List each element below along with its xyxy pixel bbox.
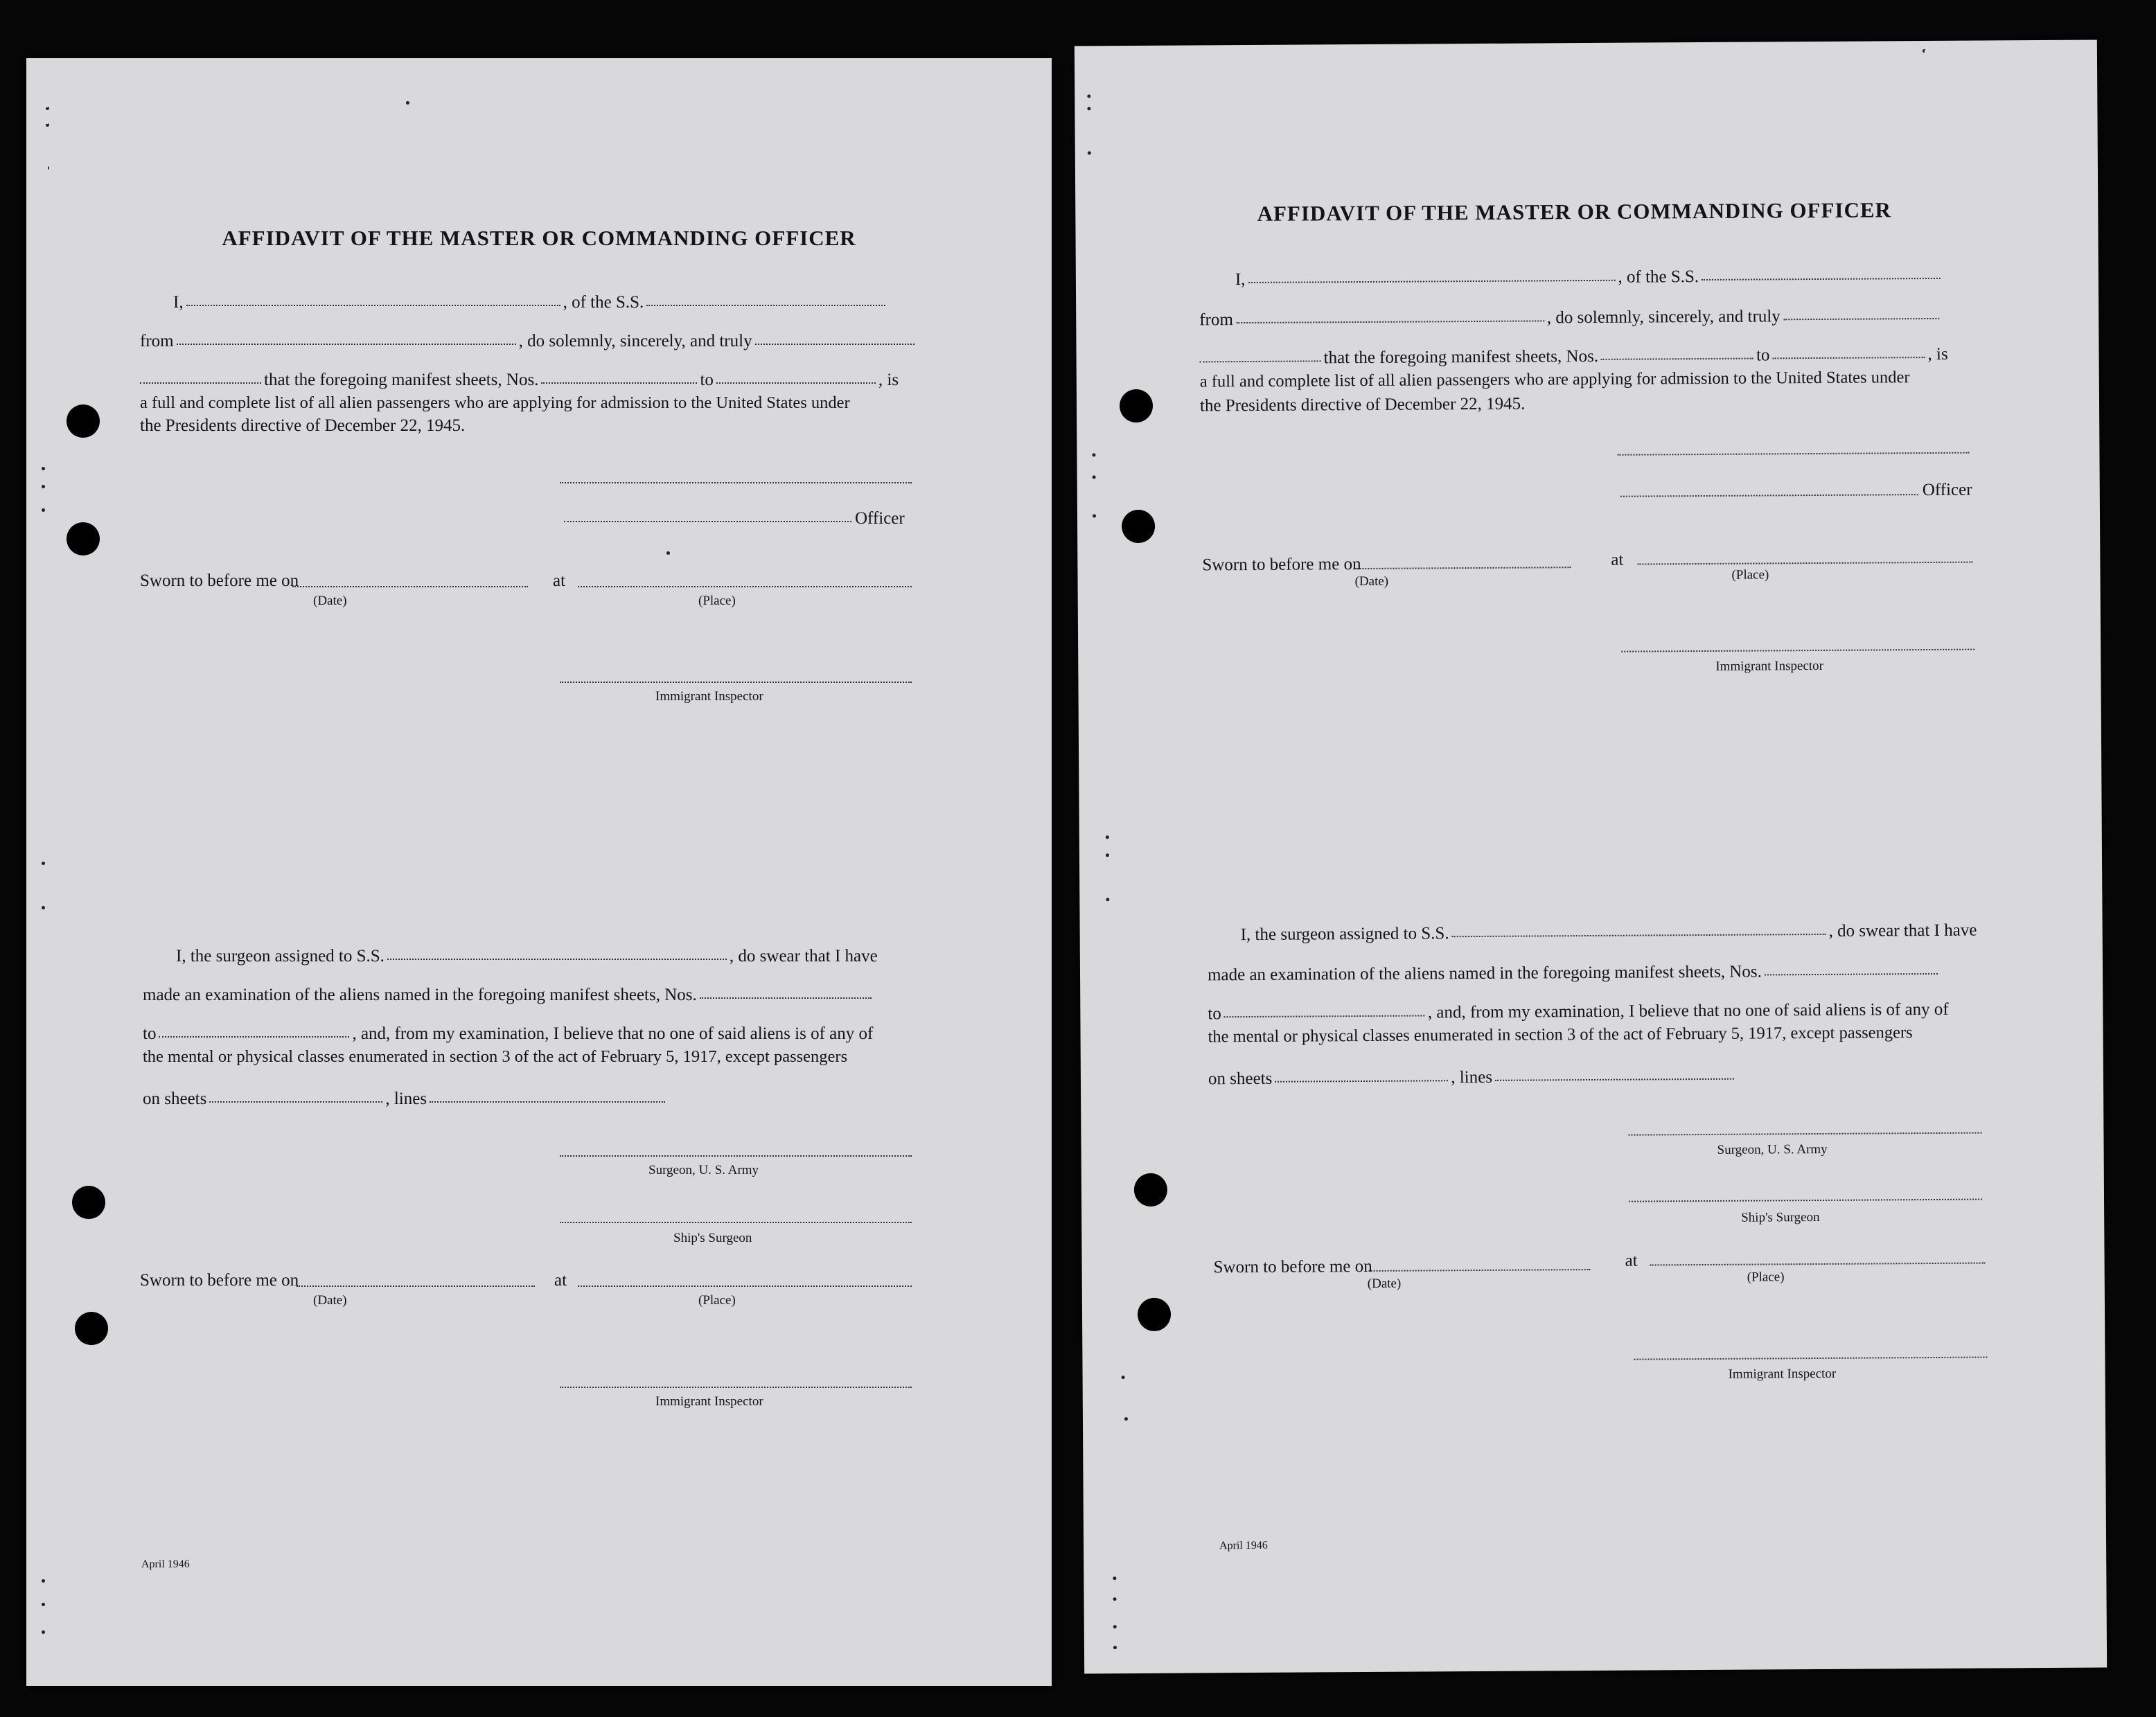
surgeon-sheets-to-blank[interactable] xyxy=(159,1036,349,1038)
speck xyxy=(666,551,670,555)
text-surgeon-assigned: I, the surgeon assigned to S.S. xyxy=(1240,924,1449,945)
surgeon-line-3 xyxy=(1208,1001,1948,1023)
text-lines: , lines xyxy=(1451,1067,1493,1087)
master-signature-line[interactable] xyxy=(560,482,912,483)
text-manifest-sheets: that the foregoing manifest sheets, Nos. xyxy=(1323,346,1599,368)
text-solemnly: , do solemnly, sincerely, and truly xyxy=(1546,307,1781,328)
affidavit-title: AFFIDAVIT OF THE MASTER OR COMMANDING OFFICER xyxy=(222,226,856,250)
surgeon-inspector-caption: Immigrant Inspector xyxy=(1728,1366,1837,1382)
army-surgeon-signature-line[interactable] xyxy=(560,1155,912,1157)
scan-artifact xyxy=(44,121,48,124)
surgeon-sworn-place-blank[interactable] xyxy=(1650,1263,1986,1266)
text-of-ss: , of the S.S. xyxy=(1618,267,1699,287)
text-from-examination: , and, from my examination, I believe that no one of said aliens is of any of xyxy=(352,1024,874,1043)
text-from: from xyxy=(1199,310,1233,330)
affirm-blank[interactable] xyxy=(140,382,261,384)
form-date-footer: April 1946 xyxy=(1219,1539,1268,1552)
inspector-caption: Immigrant Inspector xyxy=(655,689,763,704)
punch-hole xyxy=(1120,389,1153,422)
surgeon-sworn-date-blank[interactable] xyxy=(297,1285,535,1287)
speck xyxy=(1113,1646,1117,1649)
text-to: to xyxy=(700,371,714,389)
punch-hole xyxy=(67,522,100,555)
affirm-blank[interactable] xyxy=(1200,360,1321,362)
surgeon-sheets-from-blank[interactable] xyxy=(1765,973,1938,976)
sheets-from-blank[interactable] xyxy=(541,382,697,384)
surgeon-date-caption: (Date) xyxy=(1367,1276,1402,1291)
oath-blank[interactable] xyxy=(755,344,914,345)
inspector-signature-line[interactable] xyxy=(1621,649,1974,652)
surgeon-inspector-signature-line[interactable] xyxy=(1634,1357,1987,1360)
sheets-from-blank[interactable] xyxy=(1601,358,1753,360)
master-line-5: the Presidents directive of December 22, 1945. xyxy=(1199,394,1526,416)
speck xyxy=(1113,1625,1117,1628)
ships-surgeon-signature-line[interactable] xyxy=(560,1222,912,1223)
speck xyxy=(1087,94,1090,98)
surgeon-sheets-to-blank[interactable] xyxy=(1224,1015,1425,1017)
exception-sheets-blank[interactable] xyxy=(1275,1080,1448,1083)
sworn-date-blank[interactable] xyxy=(1354,567,1571,569)
scan-artifact xyxy=(1925,50,1928,53)
speck xyxy=(1113,1597,1117,1601)
speck xyxy=(1106,898,1109,901)
surgeon-line-4: the mental or physical classes enumerated in section 3 of the act of February 5, 1917, except passengers xyxy=(143,1047,848,1066)
master-line-1 xyxy=(1235,267,1943,288)
army-surgeon-signature-line[interactable] xyxy=(1628,1132,1981,1136)
speck xyxy=(1106,835,1109,839)
surgeon-line-1 xyxy=(176,948,878,965)
date-caption: (Date) xyxy=(1354,573,1389,589)
officer-label: Officer xyxy=(855,509,905,528)
oath-blank[interactable] xyxy=(1783,318,1939,320)
speck xyxy=(42,508,45,512)
text-i: I, xyxy=(1235,270,1246,290)
form-date-footer: April 1946 xyxy=(141,1558,190,1570)
sworn-label: Sworn to before me on xyxy=(140,571,299,590)
surgeon-line-2 xyxy=(143,986,874,1004)
officer-label: Officer xyxy=(1922,480,1972,500)
surgeon-sworn-place-blank[interactable] xyxy=(578,1285,912,1287)
port-blank[interactable] xyxy=(177,344,516,345)
affidavit-title: AFFIDAVIT OF THE MASTER OR COMMANDING OFFICER xyxy=(1257,197,1892,226)
punch-hole xyxy=(1122,510,1155,543)
master-line-3 xyxy=(1200,346,1948,368)
sworn-place-blank[interactable] xyxy=(1637,562,1972,565)
speck xyxy=(1093,514,1096,517)
master-line-1 xyxy=(173,294,888,311)
speck xyxy=(42,467,45,470)
surgeon-line-2 xyxy=(1208,962,1941,984)
punch-hole xyxy=(72,1186,105,1219)
speck xyxy=(1093,475,1096,479)
surgeon-inspector-caption: Immigrant Inspector xyxy=(655,1394,763,1409)
surgeon-at-label: at xyxy=(554,1271,567,1290)
form-page-left xyxy=(26,58,1052,1686)
ships-surgeon-caption: Ship's Surgeon xyxy=(1741,1209,1820,1225)
surgeon-ship-blank[interactable] xyxy=(1452,934,1826,937)
speck xyxy=(1087,107,1090,110)
text-on-sheets: on sheets xyxy=(143,1089,207,1108)
surgeon-sworn-label: Sworn to before me on xyxy=(1213,1256,1372,1277)
ship-blank[interactable] xyxy=(646,305,885,306)
text-from-examination: , and, from my examination, I believe that no one of said aliens is of any of xyxy=(1427,999,1949,1022)
surgeon-line-5 xyxy=(1208,1067,1737,1088)
text-is: , is xyxy=(878,371,899,389)
speck xyxy=(42,906,45,909)
text-to: to xyxy=(143,1024,157,1043)
army-surgeon-caption: Surgeon, U. S. Army xyxy=(1717,1141,1828,1157)
surgeon-place-caption: (Place) xyxy=(1747,1270,1785,1285)
speck xyxy=(1106,853,1109,857)
punch-hole xyxy=(75,1312,108,1345)
inspector-caption: Immigrant Inspector xyxy=(1715,658,1824,674)
text-on-sheets: on sheets xyxy=(1208,1069,1273,1089)
name-blank[interactable] xyxy=(186,305,560,306)
punch-hole xyxy=(67,404,100,438)
text-to: to xyxy=(1756,346,1770,365)
surgeon-line-5 xyxy=(143,1090,668,1107)
master-line-2 xyxy=(140,332,917,350)
text-to: to xyxy=(1208,1004,1221,1024)
master-line-4: a full and complete list of all alien passengers who are applying for admission to the United States under xyxy=(140,393,850,412)
speck xyxy=(406,101,409,105)
exception-sheets-blank[interactable] xyxy=(209,1101,382,1103)
sheets-to-blank[interactable] xyxy=(1772,357,1925,359)
speck xyxy=(42,862,45,865)
text-solemnly: , do solemnly, sincerely, and truly xyxy=(518,332,752,350)
punch-hole xyxy=(1134,1173,1167,1207)
ships-surgeon-signature-line[interactable] xyxy=(1629,1199,1982,1202)
officer-signature-line[interactable] xyxy=(1620,494,1918,497)
surgeon-sworn-label: Sworn to before me on xyxy=(140,1271,299,1290)
scan-artifact xyxy=(44,104,48,107)
army-surgeon-caption: Surgeon, U. S. Army xyxy=(648,1163,759,1177)
text-is: , is xyxy=(1927,344,1948,364)
speck xyxy=(42,1630,45,1634)
surgeon-line-3 xyxy=(143,1025,873,1042)
speck xyxy=(42,1579,45,1583)
date-caption: (Date) xyxy=(313,594,347,608)
sworn-date-blank[interactable] xyxy=(292,586,528,587)
form-page-right xyxy=(1075,40,2107,1674)
inspector-signature-line[interactable] xyxy=(560,682,912,683)
officer-signature-line[interactable] xyxy=(564,521,851,522)
surgeon-ship-blank[interactable] xyxy=(387,959,727,960)
text-from: from xyxy=(140,332,174,350)
place-caption: (Place) xyxy=(1731,567,1769,582)
text-surgeon-assigned: I, the surgeon assigned to S.S. xyxy=(176,947,385,966)
text-i: I, xyxy=(173,293,184,312)
place-caption: (Place) xyxy=(698,594,736,608)
speck xyxy=(42,485,45,488)
speck xyxy=(1088,151,1091,154)
text-examination: made an examination of the aliens named in the foregoing manifest sheets, Nos. xyxy=(143,986,697,1004)
ship-blank[interactable] xyxy=(1702,278,1941,281)
speck xyxy=(1122,1376,1125,1379)
master-signature-line[interactable] xyxy=(1617,452,1969,456)
port-blank[interactable] xyxy=(1236,320,1544,323)
name-blank[interactable] xyxy=(1248,280,1615,283)
surgeon-line-4: the mental or physical classes enumerated in section 3 of the act of February 5, 1917, except passengers xyxy=(1208,1023,1913,1047)
text-do-swear: , do swear that I have xyxy=(729,947,878,966)
surgeon-sheets-from-blank[interactable] xyxy=(700,997,872,999)
surgeon-line-1 xyxy=(1241,922,1977,943)
master-line-5: the Presidents directive of December 22, 1945. xyxy=(140,416,466,435)
sheets-to-blank[interactable] xyxy=(716,382,876,384)
text-lines: , lines xyxy=(385,1089,427,1108)
exception-lines-blank[interactable] xyxy=(430,1101,665,1103)
ships-surgeon-caption: Ship's Surgeon xyxy=(673,1231,752,1245)
at-label: at xyxy=(1611,550,1624,569)
text-of-ss: , of the S.S. xyxy=(563,293,644,312)
text-manifest-sheets: that the foregoing manifest sheets, Nos. xyxy=(264,371,539,389)
surgeon-place-caption: (Place) xyxy=(698,1293,736,1308)
speck xyxy=(1092,453,1095,456)
sworn-place-blank[interactable] xyxy=(578,586,912,587)
speck xyxy=(1113,1576,1116,1580)
at-label: at xyxy=(553,571,566,590)
master-line-3 xyxy=(140,371,899,389)
sworn-label: Sworn to before me on xyxy=(1202,555,1361,575)
scan-artifact xyxy=(44,166,48,170)
master-line-2 xyxy=(1199,307,1942,329)
surgeon-inspector-signature-line[interactable] xyxy=(560,1387,912,1388)
speck xyxy=(1124,1417,1128,1421)
text-examination: made an examination of the aliens named in the foregoing manifest sheets, Nos. xyxy=(1207,962,1762,985)
exception-lines-blank[interactable] xyxy=(1495,1078,1734,1081)
surgeon-at-label: at xyxy=(1625,1251,1638,1270)
surgeon-sworn-date-blank[interactable] xyxy=(1369,1269,1591,1272)
speck xyxy=(42,1603,45,1606)
surgeon-date-caption: (Date) xyxy=(313,1293,347,1308)
punch-hole xyxy=(1138,1298,1171,1331)
master-line-4: a full and complete list of all alien passengers who are applying for admission to the United States under xyxy=(1199,368,1910,391)
text-do-swear: , do swear that I have xyxy=(1828,920,1977,941)
